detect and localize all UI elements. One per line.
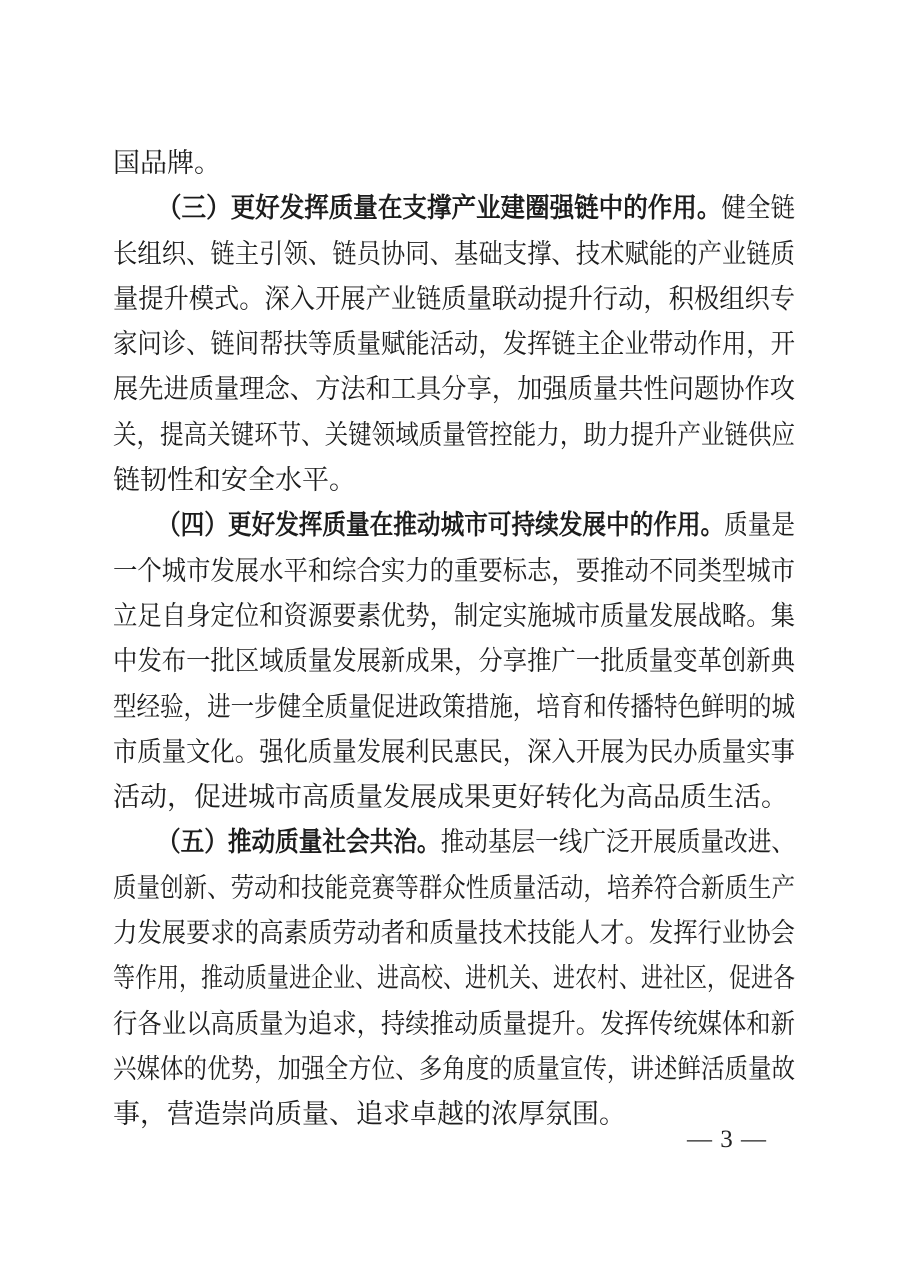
text-line (113, 956, 795, 1001)
line-body: 中发布一批区域质量发展新成果，分享推广一批质量变革创新典 (113, 646, 795, 677)
line-body: 力发展要求的高素质劳动者和质量技术技能人才。发挥行业协会 (113, 918, 795, 949)
line-body: 一个城市发展水平和综合实力的重要标志，要推动不同类型城市 (113, 555, 795, 586)
text-line-section-3-start (113, 186, 795, 231)
text-line (113, 866, 795, 911)
section-5-heading: （五）推动质量社会共治。 (157, 827, 441, 858)
text-line (113, 594, 795, 639)
text-line (113, 639, 795, 684)
text-line (113, 685, 795, 730)
line-body: 立足自身定位和资源要素优势，制定实施城市质量发展战略。集 (113, 600, 795, 631)
text-line-section-5-start (113, 820, 795, 865)
line-body: 型经验，进一步健全质量促进政策措施，培育和传播特色鲜明的城 (113, 691, 795, 722)
page-number: — 3 — (687, 1126, 767, 1153)
text-line (113, 1047, 795, 1092)
text-line (113, 367, 795, 412)
text-line (113, 232, 795, 277)
line-body: 健全链 (721, 193, 795, 224)
line-body: 质量创新、劳动和技能竞赛等群众性质量活动，培养符合新质生产 (113, 872, 795, 903)
line-body: 等作用，推动质量进企业、进高校、进机关、进农村、进社区，促进各 (113, 963, 795, 994)
document-text-block (113, 141, 795, 1138)
line-body: 量提升模式。深入开展产业链质量联动提升行动，积极组织专 (113, 283, 795, 314)
text-line (113, 730, 795, 775)
line-body: 市质量文化。强化质量发展利民惠民，深入开展为民办质量实事 (113, 736, 795, 767)
line-body: 家问诊、链间帮扶等质量赋能活动，发挥链主企业带动作用，开 (113, 329, 795, 360)
text-line (113, 549, 795, 594)
line-body: 质量是 (724, 510, 796, 541)
line-body: 关，提高关键环节、关键领域质量管控能力，助力提升产业链供应 (113, 419, 795, 450)
text-line-section-4-start (113, 503, 795, 548)
text-line (113, 322, 795, 367)
text-line (113, 413, 795, 458)
line-body: 长组织、链主引领、链员协同、基础支撑、技术赋能的产业链质 (113, 238, 795, 269)
line-body: 国品牌。 (113, 148, 221, 178)
line-body: 链韧性和安全水平。 (113, 465, 356, 496)
text-line-section-4-end (113, 775, 795, 820)
line-body: 活动，促进城市高质量发展成果更好转化为高品质生活。 (113, 782, 788, 813)
line-body: 兴媒体的优势，加强全方位、多角度的质量宣传，讲述鲜活质量故 (113, 1053, 795, 1084)
line-body: 推动基层一线广泛开展质量改进、 (440, 827, 796, 858)
text-line (113, 911, 795, 956)
text-line-prev-paragraph-end (113, 141, 795, 186)
text-line-section-3-end (113, 458, 795, 503)
line-body: 展先进质量理念、方法和工具分享，加强质量共性问题协作攻 (113, 374, 795, 405)
section-4-heading: （四）更好发挥质量在推动城市可持续发展中的作用。 (157, 510, 725, 541)
section-3-heading: （三）更好发挥质量在支撑产业建圈强链中的作用。 (157, 193, 722, 224)
text-line (113, 1002, 795, 1047)
text-line (113, 277, 795, 322)
line-body: 行各业以高质量为追求，持续推动质量提升。发挥传统媒体和新 (113, 1008, 795, 1039)
line-body: 事，营造崇尚质量、追求卓越的浓厚氛围。 (113, 1099, 626, 1130)
